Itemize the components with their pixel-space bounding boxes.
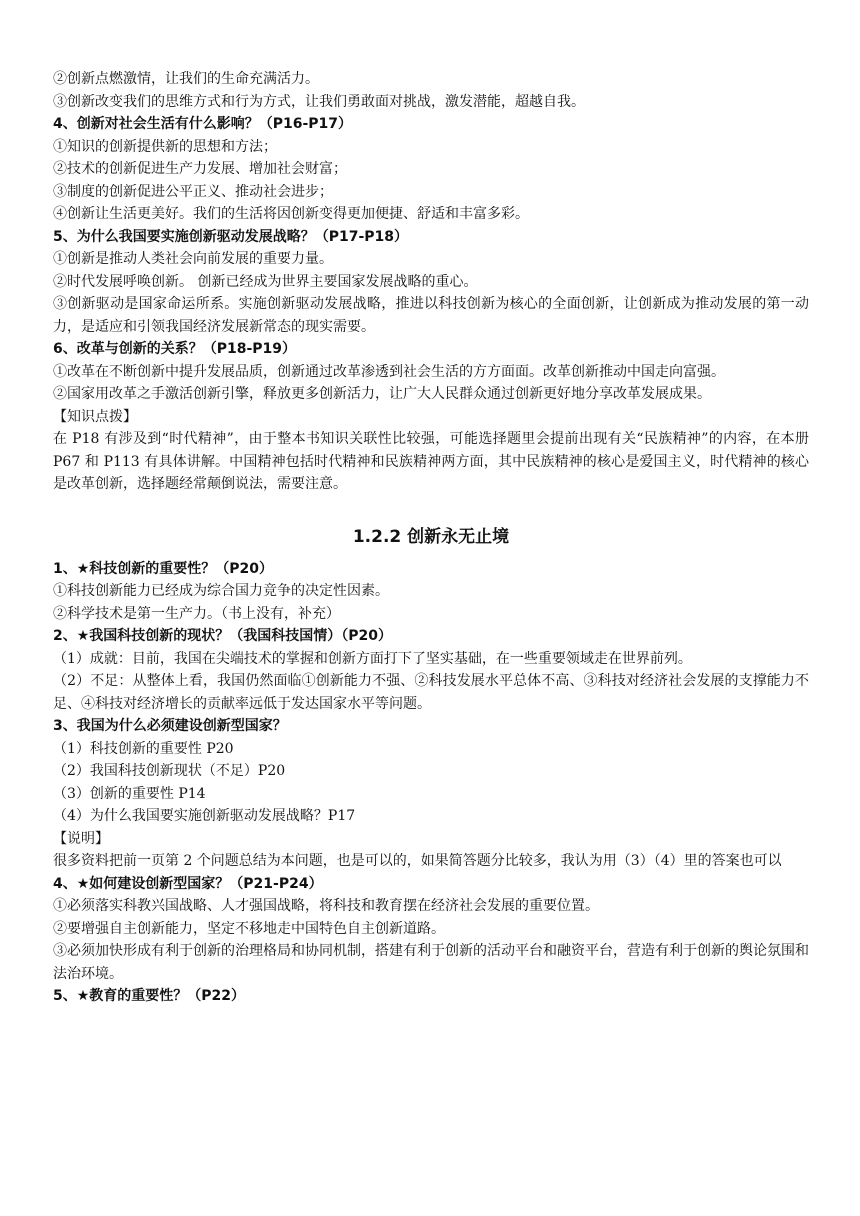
list-item: ①必须落实科教兴国战略、人才强国战略，将科技和教育摆在经济社会发展的重要位置。	[53, 898, 599, 914]
list-item: ③必须加快形成有利于创新的治理格局和协同机制，搭建有利于创新的活动平台和融资平台，营造有利于创新的舆论氛围和法治环境。	[53, 943, 809, 982]
question-heading: 5、为什么我国要实施创新驱动发展战略？（P17-P18）	[53, 228, 409, 245]
list-item: ③制度的创新促进公平正义、推动社会进步；	[53, 183, 333, 200]
list-item: ④创新让生活更美好。我们的生活将因创新变得更加便捷、舒适和丰富多彩。	[53, 206, 529, 222]
list-item: ①创新是推动人类社会向前发展的重要力量。	[53, 251, 333, 267]
question-heading: 5、★教育的重要性？（P22）	[53, 988, 246, 1004]
list-item: ③创新驱动是国家命运所系。实施创新驱动发展战略，推进以科技创新为核心的全面创新，让创新成为推动发展的第一动力，是适应和引领我国经济发展新常态的现实需要。	[53, 296, 809, 335]
question-heading: 6、改革与创新的关系？（P18-P19）	[53, 341, 297, 357]
list-item: （3）创新的重要性 P14	[53, 785, 206, 802]
tip-text: 在 P18 有涉及到“时代精神”，由于整本书知识关联性比较强，可能选择题里会提前出现有关“民族精神”的内容，在本册 P67 和 P113 有具体讲解。中国精神包括时代精神和民族精神两方面，其中民族精神的核心是爱国主义，时代精神的核心是改革创新，选择题经常颠倒说法，需要注意。	[53, 431, 809, 492]
list-item: ②国家用改革之手激活创新引擎，释放更多创新活力，让广大人民群众通过创新更好地分享改革发展成果。	[53, 386, 711, 402]
text-line: ②创新点燃激情，让我们的生命充满活力。	[53, 71, 319, 87]
note-label: 【说明】	[53, 830, 109, 847]
list-item: （2）我国科技创新现状（不足）P20	[53, 763, 286, 779]
list-item: （2）不足：从整体上看，我国仍然面临①创新能力不强、②科技发展水平总体不高、③科技对经济社会发展的支撑能力不足、④科技对经济增长的贡献率远低于发达国家水平等问题。	[53, 673, 809, 712]
document-page	[53, 68, 809, 1008]
list-item: ②技术的创新促进生产力发展、增加社会财富；	[53, 161, 347, 177]
section-title: 1.2.2 创新永无止境	[352, 526, 510, 547]
question-heading: 4、★如何建设创新型国家？（P21-P24）	[53, 875, 323, 892]
question-heading: 3、我国为什么必须建设创新型国家？	[53, 718, 287, 734]
tip-label: 【知识点拨】	[53, 408, 137, 425]
list-item: ①知识的创新提供新的思想和方法；	[53, 138, 277, 155]
question-heading: 4、创新对社会生活有什么影响？（P16-P17）	[53, 116, 353, 132]
question-heading: 1、★科技创新的重要性？（P20）	[53, 560, 274, 577]
list-item: ①改革在不断创新中提升发展品质，创新通过改革渗透到社会生活的方方面面。改革创新推动中国走向富强。	[53, 363, 725, 380]
list-item: ②时代发展呼唤创新。 创新已经成为世界主要国家发展战略的重心。	[53, 273, 478, 290]
list-item: ②要增强自主创新能力，坚定不移地走中国特色自主创新道路。	[53, 920, 445, 937]
list-item: ②科学技术是第一生产力。（书上没有，补充）	[53, 605, 340, 622]
list-item: （1）成就：目前，我国在尖端技术的掌握和创新方面打下了坚实基础，在一些重要领域走在世界前列。	[53, 650, 692, 667]
list-item: （1）科技创新的重要性 P20	[53, 740, 234, 757]
list-item: ①科技创新能力已经成为综合国力竞争的决定性因素。	[53, 583, 389, 599]
list-item: （4）为什么我国要实施创新驱动发展战略？P17	[53, 808, 356, 824]
text-line: ③创新改变我们的思维方式和行为方式，让我们勇敢面对挑战，激发潜能，超越自我。	[53, 93, 585, 110]
note-text: 很多资料把前一页第 2 个问题总结为本问题，也是可以的，如果简答题分比较多，我认为用（3）（4）里的答案也可以	[53, 853, 782, 869]
question-heading: 2、★我国科技创新的现状？（我国科技国情）（P20）	[53, 628, 393, 644]
